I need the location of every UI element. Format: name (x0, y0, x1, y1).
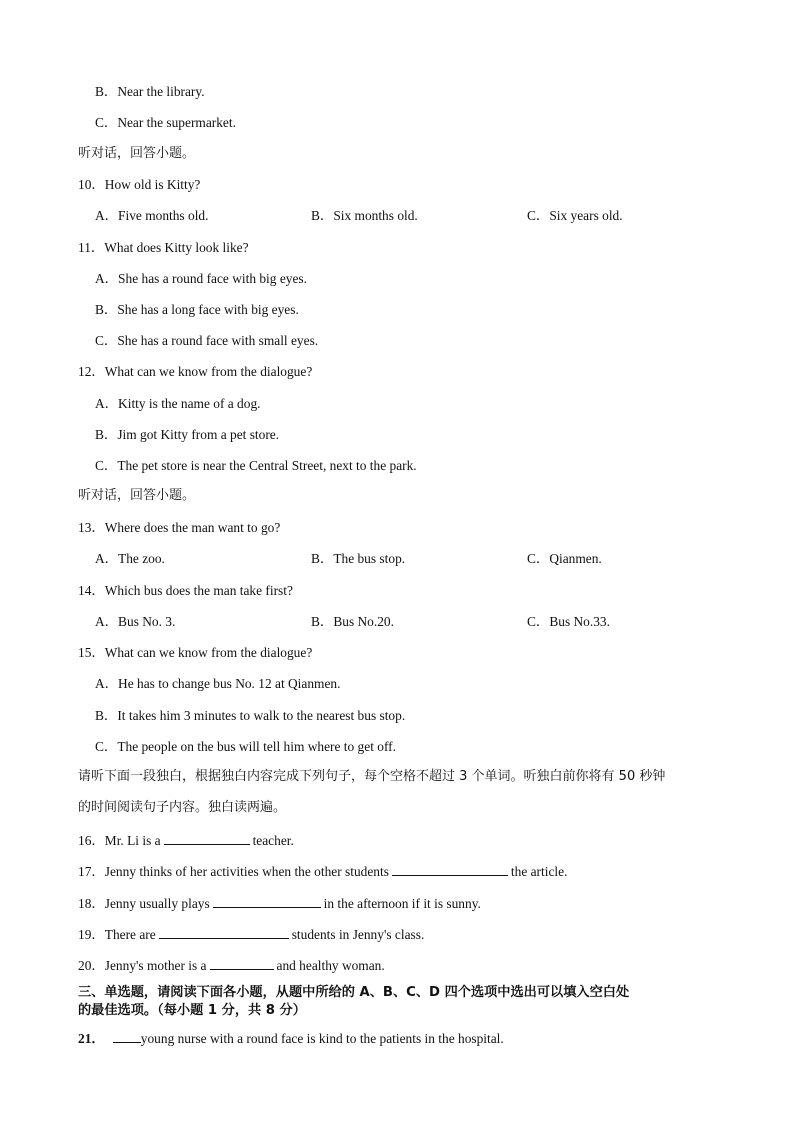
option-a: A．The zoo. (95, 551, 165, 566)
question-19 (78, 925, 424, 944)
option-c: C．Near the supermarket. (95, 115, 236, 130)
question-text: 18．Jenny usually plays (78, 896, 210, 911)
question-17 (78, 862, 567, 881)
answer-blank[interactable] (213, 894, 321, 908)
option-a: A．He has to change bus No. 12 at Qianmen. (95, 676, 341, 691)
option-c: C．Bus No.33. (527, 614, 610, 629)
option-a: A．Kitty is the name of a dog. (95, 396, 261, 411)
instruction-text: 听对话，回答小题。 (78, 146, 196, 161)
option-a: A．Bus No. 3. (95, 614, 176, 629)
question-21 (78, 1029, 504, 1048)
section-heading: 的最佳选项。（每小题 1 分，共 8 分） (78, 1003, 306, 1018)
question-text: teacher. (252, 833, 294, 848)
question-11: 11．What does Kitty look like? (78, 240, 249, 255)
option-b: B．Jim got Kitty from a pet store. (95, 427, 280, 442)
instruction-text: 听对话，回答小题。 (78, 488, 196, 503)
question-12: 12．What can we know from the dialogue? (78, 364, 313, 379)
option-c: C．Six years old. (527, 208, 623, 223)
question-18 (78, 894, 481, 913)
question-text: 20．Jenny's mother is a (78, 958, 207, 973)
question-text: the article. (510, 864, 568, 879)
question-number: 21． (78, 1031, 105, 1046)
question-text: 17．Jenny thinks of her activities when the other students (78, 864, 389, 879)
question-13: 13．Where does the man want to go? (78, 520, 281, 535)
question-20 (78, 956, 385, 975)
question-text: young nurse with a round face is kind to the patients in the hospital. (140, 1031, 504, 1046)
question-15: 15．What can we know from the dialogue? (78, 645, 313, 660)
answer-blank[interactable] (392, 862, 508, 876)
option-b: B．The bus stop. (311, 551, 406, 566)
option-b: B．It takes him 3 minutes to walk to the nearest bus stop. (95, 708, 406, 723)
answer-blank[interactable] (210, 956, 274, 970)
option-c: C．The pet store is near the Central Street, next to the park. (95, 458, 417, 473)
answer-blank[interactable] (113, 1029, 141, 1043)
option-b: B．Six months old. (311, 208, 418, 223)
option-a: A．Five months old. (95, 208, 209, 223)
option-c: C．Qianmen. (527, 551, 602, 566)
question-text: in the afternoon if it is sunny. (323, 896, 481, 911)
question-text: 19．There are (78, 927, 156, 942)
question-text: students in Jenny's class. (291, 927, 425, 942)
answer-blank[interactable] (164, 831, 250, 845)
question-text: 16．Mr. Li is a (78, 833, 161, 848)
option-c: C．The people on the bus will tell him where to get off. (95, 739, 396, 754)
question-10: 10．How old is Kitty? (78, 177, 201, 192)
question-16 (78, 831, 294, 850)
option-a: A．She has a round face with big eyes. (95, 271, 307, 286)
question-14: 14．Which bus does the man take first? (78, 583, 293, 598)
option-b: B．Near the library. (95, 84, 205, 99)
instruction-text: 的时间阅读句子内容。独白读两遍。 (78, 800, 287, 815)
question-text: and healthy woman. (276, 958, 385, 973)
option-b: B．Bus No.20. (311, 614, 394, 629)
option-c: C．She has a round face with small eyes. (95, 333, 319, 348)
answer-blank[interactable] (159, 925, 289, 939)
section-heading: 三、单选题，请阅读下面各小题，从题中所给的 A、B、C、D 四个选项中选出可以填入空白处 (78, 985, 630, 1000)
option-b: B．She has a long face with big eyes. (95, 302, 299, 317)
instruction-text: 请听下面一段独白，根据独白内容完成下列句子，每个空格不超过 3 个单词。听独白前你将有 50 秒钟 (78, 769, 666, 784)
